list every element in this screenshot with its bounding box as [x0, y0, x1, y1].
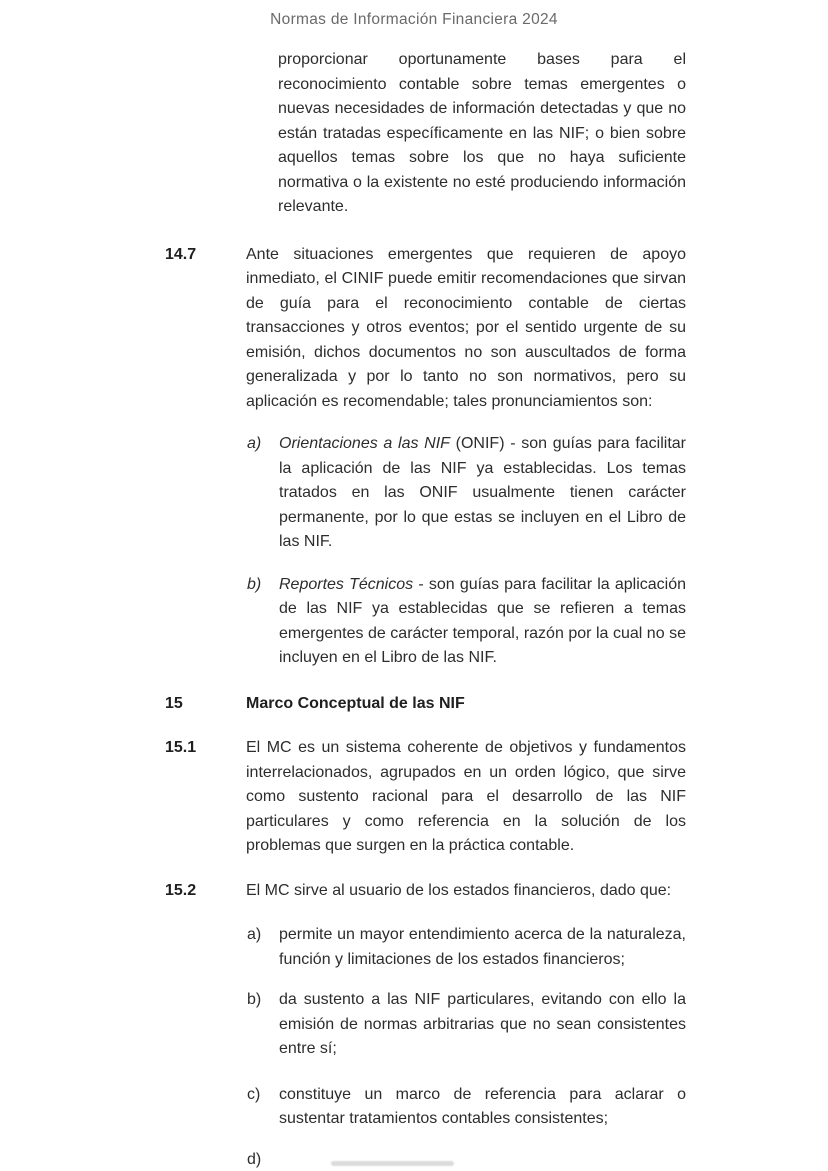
- term-orientaciones-nif: Orientaciones a las NIF: [279, 435, 450, 452]
- paragraph-text-15-1: El MC es un sistema coherente de objetivos y fundamentos interrelacionados, agrupados en un orden lógico, que sirve como sustento racional para el desarrollo de las NIF particulares y como referencia en la solución de los problemas que surgen en la práctica contable.: [246, 739, 686, 854]
- paragraph-number-15-1: 15.1: [165, 739, 197, 756]
- term-reportes-tecnicos: Reportes Técnicos: [279, 575, 414, 593]
- list-item-b2-text: da sustento a las NIF particulares, evitando con ello la emisión de normas arbitrarias que no sean consistentes entre sí;: [279, 991, 686, 1057]
- section-title-15: Marco Conceptual de las NIF: [246, 694, 465, 712]
- list-item-a2-text: permite un mayor entendimiento acerca de la naturaleza, función y limitaciones de los estados financieros;: [279, 926, 686, 968]
- paragraph-text-14-7: Ante situaciones emergentes que requieren de apoyo inmediato, el CINIF puede emitir recomendaciones que sirvan de guía para el reconocimiento contable de ciertas transacciones y otros eventos; por el sentido urgente de su emisión, dichos documentos no son auscultados de forma generalizada y por lo tanto no son normativos, pero su aplicación es recomendable; tales pronunciamientos son:: [246, 245, 686, 410]
- list-item-c-15-2: [246, 1083, 686, 1132]
- list-item-b-reportes: [246, 573, 686, 671]
- section-number-15: 15: [165, 694, 183, 712]
- list-item-b-rest: - son guías para facilitar la aplicación de las NIF ya establecidas que se refieren a temas emergentes de carácter temporal, razón por la cual no se incluyen en el Libro de las NIF.: [279, 575, 687, 666]
- list-item-b-text: [279, 573, 686, 671]
- paragraph-number-14-7: 14.7: [165, 245, 197, 263]
- section-15-1: [165, 736, 686, 859]
- document-title: Normas de Información Financiera 2024: [270, 11, 558, 28]
- list-item-a-text: [279, 432, 686, 555]
- paragraph-continuation: proporcionar oportunamente bases para el reconocimiento contable sobre temas emergentes o nuevas necesidades de información detectadas y que no están tratadas específicamente en las NIF; o bien sobre aquellos temas sobre los que no haya suficiente normativa o la existente no esté produciendo información relevante.: [278, 51, 686, 215]
- list-marker-a2: a): [247, 926, 262, 943]
- page-header: [0, 8, 828, 33]
- section-15-heading: [165, 692, 686, 717]
- page-content: [165, 48, 687, 1168]
- list-marker-b2: b): [247, 991, 262, 1008]
- list-item-a-rest: (ONIF) - son guías para facilitar la aplicación de las NIF ya establecidas. Los temas tratados en las ONIF usualmente tienen carácter permanente, por lo que estas se incluyen en el Libro de las NIF.: [279, 435, 687, 550]
- list-item-a-onif: [246, 432, 686, 555]
- paragraph-number-15-2: 15.2: [165, 881, 197, 899]
- section-15-2: [165, 879, 686, 904]
- list-item-c2-text: constituye un marco de referencia para aclarar o sustentar tratamientos contables consistentes;: [279, 1085, 686, 1127]
- list-marker-d2: d): [247, 1150, 262, 1168]
- list-marker-c2: c): [247, 1085, 261, 1103]
- list-item-b-15-2: [246, 988, 686, 1062]
- list-marker-a: a): [247, 435, 262, 452]
- list-marker-b: b): [247, 575, 262, 593]
- faded-text-smudge: [331, 1161, 454, 1166]
- paragraph-text-15-2: El MC sirve al usuario de los estados financieros, dado que:: [246, 881, 672, 899]
- section-14-7: [165, 243, 686, 415]
- list-item-a-15-2: [246, 923, 686, 972]
